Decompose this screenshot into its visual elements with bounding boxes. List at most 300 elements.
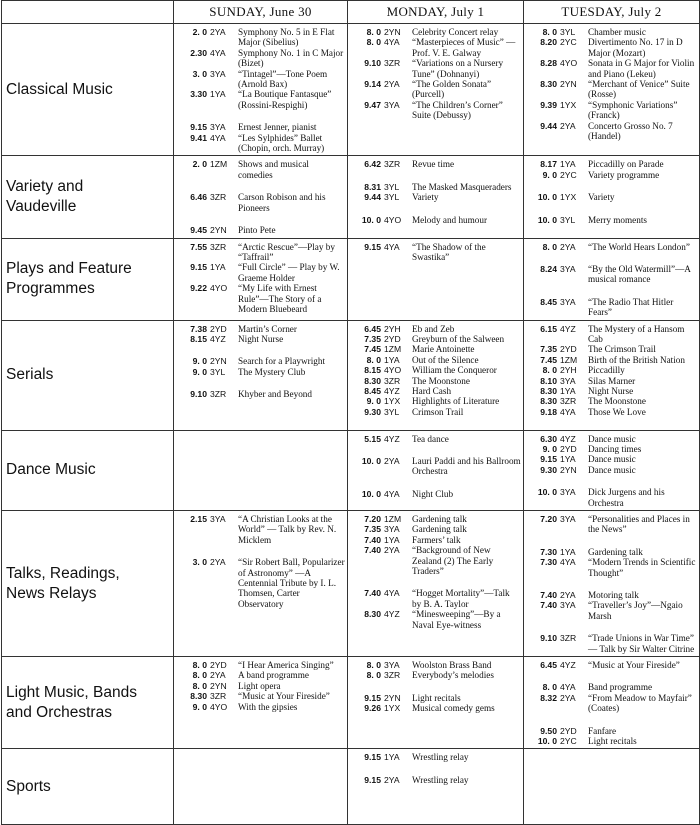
program-entry xyxy=(351,242,521,263)
station-code: 1YA xyxy=(560,385,576,396)
station-code: 4YZ xyxy=(560,323,576,334)
program-time: 9.45 xyxy=(190,225,207,236)
day-cell xyxy=(348,320,524,430)
station-code: 1YA xyxy=(384,354,400,365)
program-time: 9.26 xyxy=(364,703,381,714)
program-time: 9.15 xyxy=(364,774,381,785)
category-line: Plays and Feature xyxy=(6,260,132,278)
program-title: “Music at Your Fireside” xyxy=(238,691,330,702)
program-title: Gardening talk xyxy=(412,513,467,524)
program-entry xyxy=(527,633,697,654)
station-code: 4YA xyxy=(384,488,400,499)
station-code: 3ZR xyxy=(210,241,227,252)
day-cell xyxy=(348,238,524,320)
category-line: Serials xyxy=(6,366,54,384)
program-time: 7.45 xyxy=(364,344,381,355)
program-entry xyxy=(177,192,345,213)
program-entry xyxy=(351,775,521,785)
program-title: Wrestling relay xyxy=(412,752,469,763)
day-cell xyxy=(524,430,700,510)
program-time: 8. 0 xyxy=(542,241,557,252)
program-entry xyxy=(177,283,345,314)
program-title: Night Nurse xyxy=(238,333,284,344)
program-entry xyxy=(351,344,521,354)
station-code: 1YX xyxy=(384,396,401,407)
program-entry xyxy=(527,355,697,365)
program-time: 9.14 xyxy=(364,79,381,90)
category-label xyxy=(2,24,174,156)
program-time: 10. 0 xyxy=(537,736,557,747)
program-title: Eb and Zeb xyxy=(412,323,455,334)
category-label xyxy=(2,657,174,749)
program-time: 5.15 xyxy=(364,433,381,444)
program-entry xyxy=(351,489,521,499)
day-cell xyxy=(174,510,348,656)
program-entry xyxy=(177,89,345,110)
program-time: 8. 0 xyxy=(366,27,381,37)
program-entry xyxy=(527,58,697,79)
station-code: 1YA xyxy=(560,454,576,465)
program-time: 9. 0 xyxy=(192,366,207,377)
station-code: 4YA xyxy=(384,588,400,599)
day-cell xyxy=(348,430,524,510)
program-time: 8.32 xyxy=(540,692,557,703)
program-time: 10. 0 xyxy=(361,455,381,466)
program-entry xyxy=(351,376,521,386)
station-code: 3YL xyxy=(384,406,400,417)
program-entry xyxy=(351,514,521,524)
program-time: 10. 0 xyxy=(537,214,557,225)
program-title: “Symphonic Variations” (Franck) xyxy=(588,99,678,121)
program-entry xyxy=(177,69,345,90)
station-code: 3YA xyxy=(384,524,400,535)
program-entry xyxy=(351,703,521,713)
entry-spacer xyxy=(527,714,697,726)
program-title: The Mystery Club xyxy=(238,366,306,377)
program-title: Khyber and Beyond xyxy=(238,389,312,400)
program-time: 2.15 xyxy=(190,513,207,524)
program-title: Dance music xyxy=(588,433,636,444)
program-time: 7.55 xyxy=(190,241,207,252)
program-time: 9.15 xyxy=(540,454,557,465)
entry-spacer xyxy=(351,203,521,215)
category-row xyxy=(2,156,700,238)
program-time: 9. 0 xyxy=(366,396,381,407)
program-time: 9.15 xyxy=(364,241,381,252)
program-entry xyxy=(527,344,697,354)
program-entry xyxy=(177,159,345,180)
program-entry xyxy=(177,660,345,670)
program-entry xyxy=(177,334,345,344)
program-title: “Arctic Rescue”—Play by “Taffrail” xyxy=(238,241,335,262)
program-entry xyxy=(527,693,697,714)
program-time: 9.47 xyxy=(364,99,381,110)
category-label xyxy=(2,430,174,510)
program-entry xyxy=(527,547,697,557)
station-code: 1YA xyxy=(384,534,400,545)
program-title: Dance music xyxy=(588,464,636,475)
program-title: The Crimson Trail xyxy=(588,344,656,355)
program-entry xyxy=(527,121,697,142)
program-title: “The Radio That Hitler Fears” xyxy=(588,296,674,318)
program-entry xyxy=(177,557,345,609)
program-title: Night Club xyxy=(412,488,454,499)
program-time: 8.30 xyxy=(540,396,557,407)
program-entry xyxy=(177,670,345,680)
program-title: “I Hear America Singing” xyxy=(238,660,334,671)
program-title: Marie Antoinette xyxy=(412,344,475,355)
entry-spacer xyxy=(527,203,697,215)
station-code: 3YA xyxy=(210,513,226,524)
program-time: 7.40 xyxy=(364,588,381,599)
station-code: 3YA xyxy=(210,68,226,79)
program-title: “Modern Trends in Scientific Thought” xyxy=(588,557,696,578)
program-title: Dancing times xyxy=(588,443,642,454)
day-header: TUESDAY, July 2 xyxy=(524,1,700,24)
station-code: 2YC xyxy=(560,169,577,180)
program-entry xyxy=(177,122,345,132)
program-entry xyxy=(351,79,521,100)
station-code: 2YA xyxy=(560,590,576,600)
program-time: 3. 0 xyxy=(192,68,207,79)
station-code: 1ZM xyxy=(384,513,402,524)
program-title: “Traveller’s Joy”—Ngaio Marsh xyxy=(588,600,683,621)
program-time: 8. 0 xyxy=(366,354,381,365)
program-entry xyxy=(177,514,345,545)
station-code: 2YA xyxy=(210,27,226,37)
station-code: 3YA xyxy=(560,487,576,498)
program-time: 8. 0 xyxy=(192,660,207,671)
program-time: 9.10 xyxy=(364,58,381,69)
station-code: 2YA xyxy=(384,455,400,466)
program-time: 2. 0 xyxy=(192,159,207,170)
program-title: Piccadilly on Parade xyxy=(588,159,664,170)
station-code: 1YA xyxy=(384,752,400,763)
station-code: 3ZR xyxy=(560,633,577,644)
program-title: Piccadilly xyxy=(588,365,625,376)
program-time: 6.30 xyxy=(540,433,557,444)
program-title: Search for a Playwright xyxy=(238,356,325,367)
schedule-table xyxy=(1,0,700,825)
program-entry xyxy=(527,386,697,396)
entry-spacer xyxy=(351,444,521,456)
station-code: 3YA xyxy=(560,513,576,524)
day-cell xyxy=(348,657,524,749)
program-title: The Moonstone xyxy=(588,396,646,407)
day-cell xyxy=(174,320,348,430)
station-code: 2YN xyxy=(210,680,227,691)
station-code: 3YA xyxy=(560,600,576,611)
program-title: Shows and musical comedies xyxy=(238,159,309,180)
station-code: 2YN xyxy=(560,79,577,90)
program-time: 8.15 xyxy=(364,365,381,376)
program-entry xyxy=(177,356,345,366)
entry-spacer xyxy=(351,681,521,693)
program-entry xyxy=(351,524,521,534)
program-time: 8.30 xyxy=(190,691,207,702)
station-code: 3ZR xyxy=(384,58,401,69)
station-code: 3ZR xyxy=(384,375,401,386)
program-entry xyxy=(527,376,697,386)
program-time: 8.30 xyxy=(364,609,381,620)
program-entry xyxy=(351,324,521,334)
category-line: News Relays xyxy=(6,584,97,602)
day-cell xyxy=(174,749,348,825)
program-entry xyxy=(351,182,521,192)
station-code: 4YZ xyxy=(210,333,226,344)
program-entry xyxy=(527,726,697,736)
program-entry xyxy=(527,557,697,578)
station-code: 2YH xyxy=(384,323,401,334)
program-title: Melody and humour xyxy=(412,214,488,225)
program-title: “Tintagel”—Tone Poem (Arnold Bax) xyxy=(238,68,328,90)
program-title: Light recitals xyxy=(412,692,461,703)
program-time: 8. 0 xyxy=(366,660,381,671)
program-entry xyxy=(177,389,345,399)
category-row xyxy=(2,238,700,320)
program-entry xyxy=(527,660,697,670)
program-time: 9. 0 xyxy=(192,356,207,367)
station-code: 3ZR xyxy=(210,389,227,400)
station-code: 2YA xyxy=(560,120,576,131)
program-title: The Mystery of a Hansom Cab xyxy=(588,323,685,344)
program-title: “Minesweeping”—By a Naval Eye-witness xyxy=(412,609,501,630)
program-time: 8. 0 xyxy=(542,365,557,376)
station-code: 3ZR xyxy=(210,691,227,702)
station-code: 2YA xyxy=(560,692,576,703)
program-entry xyxy=(527,100,697,121)
program-title: Farmers’ talk xyxy=(412,534,461,545)
program-title: “By the Old Watermill”—A musical romance xyxy=(588,263,691,285)
station-code: 4YA xyxy=(560,682,576,693)
program-title: Dance music xyxy=(588,454,636,465)
category-label xyxy=(2,156,174,238)
program-title: Musical comedy gems xyxy=(412,703,495,714)
entry-spacer xyxy=(527,252,697,264)
category-label xyxy=(2,238,174,320)
program-entry xyxy=(351,545,521,576)
program-entry xyxy=(527,79,697,100)
station-code: 4YZ xyxy=(560,660,576,671)
program-entry xyxy=(351,693,521,703)
program-time: 9.50 xyxy=(540,725,557,736)
program-entry xyxy=(527,465,697,475)
category-label xyxy=(2,749,174,825)
station-code: 1ZM xyxy=(384,344,402,355)
program-title: Birth of the British Nation xyxy=(588,354,685,365)
program-entry xyxy=(351,355,521,365)
program-entry xyxy=(527,444,697,454)
program-time: 6.45 xyxy=(364,323,381,334)
station-code: 2YA xyxy=(560,241,576,252)
program-title: Those We Love xyxy=(588,406,646,417)
entry-spacer xyxy=(351,170,521,182)
program-title: “The Children’s Corner” Suite (Debussy) xyxy=(412,99,503,121)
station-code: 4YA xyxy=(384,37,400,48)
program-time: 9.30 xyxy=(540,464,557,475)
category-line: Variety and xyxy=(6,177,84,195)
program-title: A band programme xyxy=(238,670,309,681)
program-time: 3. 0 xyxy=(192,557,207,568)
program-title: Silas Marner xyxy=(588,375,636,386)
entry-spacer xyxy=(351,576,521,588)
station-code: 3YA xyxy=(560,375,576,386)
program-time: 9.15 xyxy=(190,262,207,273)
program-entry xyxy=(527,590,697,600)
program-entry xyxy=(527,454,697,464)
program-title: “The World Hears London” xyxy=(588,241,690,252)
day-cell xyxy=(348,749,524,825)
program-title: Variety xyxy=(588,192,615,203)
program-entry xyxy=(527,192,697,202)
station-code: 2YA xyxy=(210,670,226,681)
program-title: “Background of New Zealand (2) The Early Traders” xyxy=(412,545,494,576)
program-time: 9.30 xyxy=(364,406,381,417)
program-title: “La Boutique Fantasque” (Rossini-Respighi) xyxy=(238,89,332,110)
category-line: Light Music, Bands xyxy=(6,683,137,701)
station-code: 1YA xyxy=(210,89,226,100)
program-entry xyxy=(177,681,345,691)
program-title: “The Golden Sonata” (Purcell) xyxy=(412,79,492,100)
station-code: 2YN xyxy=(210,225,227,236)
day-cell xyxy=(524,749,700,825)
station-code: 2YN xyxy=(560,464,577,475)
entry-spacer xyxy=(527,285,697,297)
program-title: Dick Jurgens and his Orchestra xyxy=(588,487,665,508)
station-code: 4YO xyxy=(384,214,402,225)
program-title: Motoring talk xyxy=(588,590,639,600)
program-time: 9.44 xyxy=(540,120,557,131)
program-entry xyxy=(527,434,697,444)
station-code: 2YD xyxy=(560,725,577,736)
program-entry xyxy=(527,514,697,535)
program-entry xyxy=(177,262,345,283)
program-time: 8.45 xyxy=(364,385,381,396)
day-cell xyxy=(174,657,348,749)
program-entry xyxy=(351,434,521,444)
program-entry xyxy=(177,702,345,712)
program-title: Sonata in G Major for Violin and Piano (Lekeu) xyxy=(588,58,695,79)
station-code: 3YA xyxy=(384,660,400,671)
program-entry xyxy=(351,27,521,37)
program-time: 8. 0 xyxy=(192,680,207,691)
schedule-body xyxy=(2,24,700,825)
program-entry xyxy=(351,407,521,417)
station-code: 2YN xyxy=(384,692,401,703)
category-label xyxy=(2,510,174,656)
program-title: Gardening talk xyxy=(588,546,643,557)
program-entry xyxy=(527,736,697,746)
program-title: “A Christian Looks at the World” — Talk by Rev. N. Micklem xyxy=(238,513,337,545)
program-title: Light recitals xyxy=(588,736,637,747)
program-entry xyxy=(527,297,697,318)
program-entry xyxy=(527,487,697,508)
program-entry xyxy=(177,27,345,48)
program-entry xyxy=(527,682,697,692)
category-label xyxy=(2,320,174,430)
station-code: 4YA xyxy=(210,47,226,58)
program-time: 6.45 xyxy=(540,660,557,671)
program-title: “Full Circle” — Play by W. Graeme Holder xyxy=(238,262,340,283)
entry-spacer xyxy=(177,180,345,192)
entry-spacer xyxy=(351,763,521,775)
day-cell xyxy=(174,24,348,156)
station-code: 4YZ xyxy=(560,433,576,444)
program-title: “My Life with Ernest Rule”—The Story of a Modern Bluebeard xyxy=(238,283,322,314)
day-cell xyxy=(348,156,524,238)
station-code: 3ZR xyxy=(384,159,401,170)
program-entry xyxy=(351,159,521,169)
program-time: 8.30 xyxy=(540,79,557,90)
program-time: 9.18 xyxy=(540,406,557,417)
station-code: 1YX xyxy=(560,192,577,203)
program-time: 7.35 xyxy=(364,524,381,535)
day-cell xyxy=(348,510,524,656)
program-time: 8.30 xyxy=(364,375,381,386)
program-title: “Masterpieces of Music” — Prof. V. E. Galway xyxy=(412,37,516,58)
program-time: 6.42 xyxy=(364,159,381,170)
station-code: 3ZR xyxy=(210,192,227,203)
station-code: 2YH xyxy=(560,365,577,376)
station-code: 2YC xyxy=(560,736,577,747)
program-time: 8.17 xyxy=(540,159,557,170)
program-time: 10. 0 xyxy=(537,487,557,498)
program-title: “Sir Robert Ball, Popularizer of Astronomy” —A Centennial Tribute by I. L. Thomsen, Carter Observatory xyxy=(238,557,345,609)
program-title: “Merchant of Venice” Suite (Rosse) xyxy=(588,79,690,100)
program-time: 7.45 xyxy=(540,354,557,365)
program-title: Pinto Pete xyxy=(238,225,276,236)
program-time: 8. 0 xyxy=(192,670,207,681)
station-code: 4YZ xyxy=(384,609,400,620)
program-time: 8.20 xyxy=(540,37,557,48)
program-entry xyxy=(177,691,345,701)
category-line: Classical Music xyxy=(6,80,113,98)
entry-spacer xyxy=(527,180,697,192)
program-entry xyxy=(527,242,697,252)
program-time: 7.30 xyxy=(540,546,557,557)
category-line: Dance Music xyxy=(6,461,96,479)
station-code: 3ZR xyxy=(560,396,577,407)
program-title: The Moonstone xyxy=(412,375,470,386)
day-header: SUNDAY, June 30 xyxy=(174,1,348,24)
program-time: 7.35 xyxy=(540,344,557,355)
station-code: 3YA xyxy=(560,296,576,307)
entry-spacer xyxy=(177,545,345,557)
station-code: 3YL xyxy=(560,27,576,37)
program-time: 7.20 xyxy=(540,513,557,524)
program-time: 6.15 xyxy=(540,323,557,334)
program-time: 10. 0 xyxy=(361,488,381,499)
program-title: Lauri Paddi and his Ballroom Orchestra xyxy=(412,455,521,477)
station-code: 3YA xyxy=(384,99,400,110)
program-title: Concerto Grosso No. 7 (Handel) xyxy=(588,120,673,142)
category-line: Talks, Readings, xyxy=(6,564,120,582)
program-entry xyxy=(527,396,697,406)
program-entry xyxy=(351,192,521,202)
station-code: 3YL xyxy=(210,366,226,377)
day-cell xyxy=(174,430,348,510)
program-time: 8. 0 xyxy=(366,37,381,48)
category-row xyxy=(2,320,700,430)
program-time: 7.38 xyxy=(190,323,207,334)
header-row xyxy=(2,1,700,24)
program-title: Martin’s Corner xyxy=(238,323,297,334)
program-time: 9. 0 xyxy=(542,169,557,180)
program-time: 9. 0 xyxy=(542,443,557,454)
program-entry xyxy=(527,324,697,345)
category-row xyxy=(2,510,700,656)
day-cell xyxy=(174,156,348,238)
